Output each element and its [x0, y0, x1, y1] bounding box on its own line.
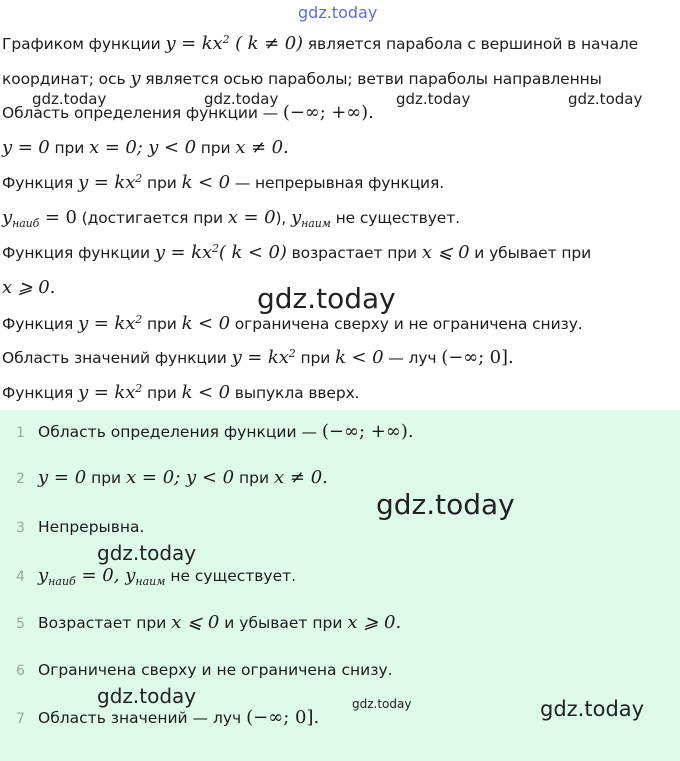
watermark: gdz.today — [204, 90, 279, 108]
watermark: gdz.today — [97, 541, 197, 565]
watermark: gdz.today — [97, 684, 197, 708]
text-line-2: координат; ось y является осью параболы; ветви параболы направленны — [2, 68, 602, 89]
text-line-1: Графиком функции $y = kx^2$ ( k ≠ 0) является парабола с вершиной в начале — [2, 33, 639, 55]
watermark: gdz.today — [352, 697, 412, 711]
text-line-7: Функция функции $y = kx^2$( k < 0) возрастает при x ⩽ 0 и убывает при — [2, 242, 592, 264]
summary-item-5: 5 Возрастает при x ⩽ 0 и убывает при x ⩾ 0. — [16, 612, 402, 633]
watermark: gdz.today — [32, 90, 107, 108]
text-line-8: x ⩾ 0. — [2, 277, 56, 298]
summary-item-2: 2 y = 0 при x = 0; y < 0 при x ≠ 0. — [16, 467, 328, 488]
summary-item-3: 3 Непрерывна. — [16, 518, 145, 536]
text-line-10: Область значений функции $y = kx^2$ при k < 0 — луч (−∞; 0]. — [2, 347, 514, 369]
summary-item-7: 7 Область значений — луч (−∞; 0]. — [16, 707, 320, 728]
text-line-4: y = 0 при x = 0; y < 0 при x ≠ 0. — [2, 137, 289, 158]
text-line-6: $y_{наиб} = 0$ (достигается при x = 0), $y_{наим}$ не существует. — [2, 207, 460, 230]
text-line-5: Функция $y = kx^2$ при k < 0 — непрерывная функция. — [2, 172, 445, 194]
watermark-large: gdz.today — [376, 488, 515, 521]
watermark: gdz.today — [568, 90, 643, 108]
watermark: gdz.today — [396, 90, 471, 108]
text-line-9: Функция $y = kx^2$ при k < 0 ограничена сверху и не ограничена снизу. — [2, 313, 583, 335]
summary-item-6: 6 Ограничена сверху и не ограничена снизу. — [16, 661, 393, 679]
summary-item-1: 1 Область определения функции — (−∞; +∞). — [16, 421, 414, 442]
watermark: gdz.today — [540, 697, 645, 721]
summary-item-4: 4 $y_{наиб} = 0$, $y_{наим}$ не существует. — [16, 565, 297, 588]
watermark-large: gdz.today — [257, 282, 396, 315]
text-line-11: Функция $y = kx^2$ при k < 0 выпукла вверх. — [2, 382, 360, 404]
text-line-3: Область определения функции — (−∞; +∞). — [2, 102, 374, 123]
watermark-top: gdz.today — [298, 3, 378, 22]
